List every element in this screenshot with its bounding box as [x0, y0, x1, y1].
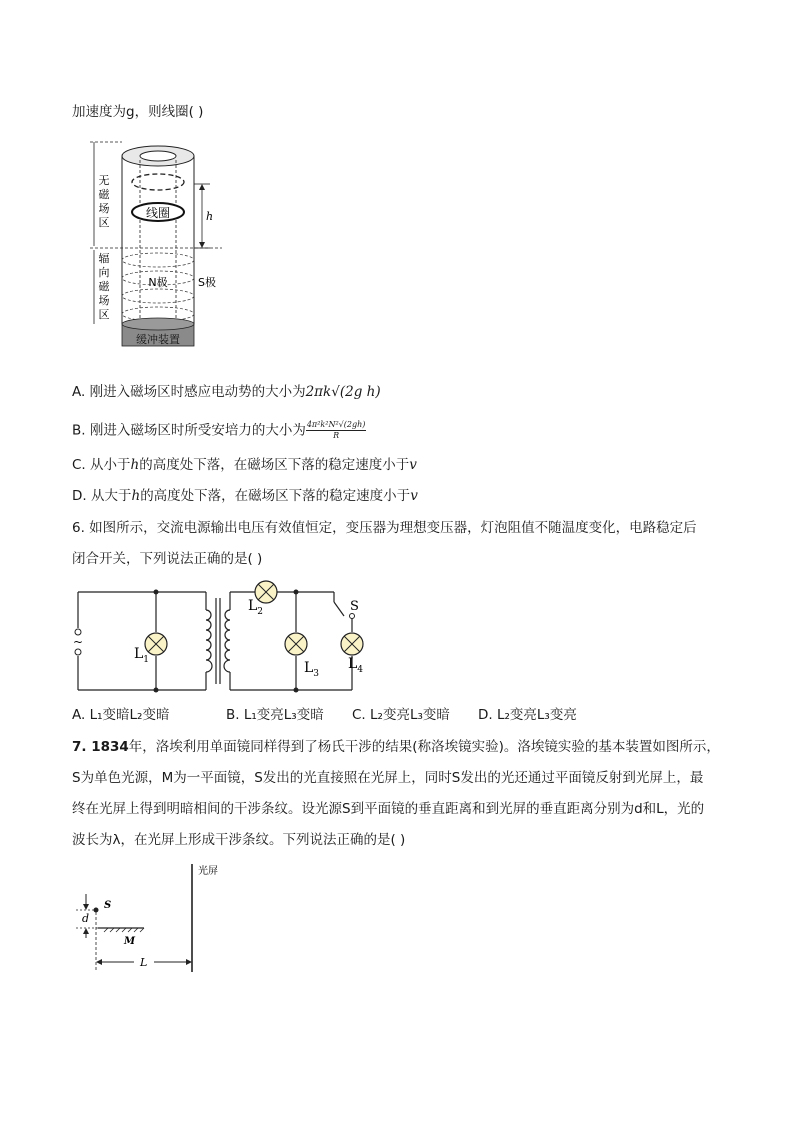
q5-option-c-var2: v	[409, 457, 417, 473]
source-point	[94, 908, 99, 913]
q5-option-d-prefix: D. 从大于	[72, 488, 132, 504]
q6-option-c: C. L₂变亮L₃变暗	[352, 707, 450, 723]
ac-source-symbol: ~	[72, 635, 84, 649]
s-pole-label: S极	[198, 276, 216, 289]
q5-intro: 加速度为g，则线圈( )	[72, 104, 204, 120]
n-pole-label: N极	[148, 276, 168, 289]
m-label: M	[124, 936, 136, 947]
q5-option-a-formula: 2πk√(2g h)	[305, 384, 381, 400]
lamp-l2-icon	[255, 581, 277, 603]
l4-label: $L_4$	[348, 656, 364, 675]
s-label: S	[104, 900, 112, 911]
q5-option-d-var2: v	[410, 488, 418, 504]
q5-option-d	[72, 486, 418, 506]
screen-label: 光屏	[198, 866, 218, 877]
q5-option-b-fraction	[306, 420, 367, 441]
q7-stem-line-1-rest: 年，洛埃利用单面镜同样得到了杨氏干涉的结果(称洛埃镜实验)。洛埃镜实验的基本装置如图所示，	[128, 739, 720, 755]
lamp-l1-icon	[145, 633, 167, 655]
no-field-char-1: 无	[98, 174, 110, 187]
circuit-figure	[72, 580, 372, 695]
magnet-tube-figure	[80, 138, 230, 354]
q5-option-a-text: A. 刚进入磁场区时感应电动势的大小为	[72, 384, 306, 400]
lloyd-mirror-figure	[74, 862, 224, 974]
radial-char-2: 向	[98, 266, 110, 279]
no-field-char-2: 磁	[98, 188, 110, 201]
radial-char-3: 磁	[98, 280, 110, 293]
q5-option-c	[72, 455, 417, 475]
l2-label: $L_2$	[248, 598, 264, 617]
q5-option-a	[72, 382, 381, 402]
q6-option-a: A. L₁变暗L₂变暗	[72, 707, 170, 723]
no-field-char-3: 场	[98, 202, 110, 215]
coil-label: 线圈	[145, 206, 171, 220]
q5-option-c-prefix: C. 从小于	[72, 457, 131, 473]
q6-option-d: D. L₂变亮L₃变亮	[478, 707, 577, 723]
q5-option-d-suffix: 的高度处下落，在磁场区下落的稳定速度小于	[140, 488, 411, 504]
buffer-label: 缓冲装置	[136, 333, 180, 346]
q5-option-b-denominator: R	[333, 431, 340, 440]
q7-stem-line-2: S为单色光源，M为一平面镜，S发出的光直接照在光屏上，同时S发出的光还通过平面镜反射到光屏上，最	[72, 770, 704, 786]
l1-label: $L_1$	[134, 646, 150, 665]
q5-option-b-numerator: 4π²k²N²√(2gh)	[306, 420, 366, 429]
q5-option-d-var: h	[131, 488, 141, 504]
q5-option-c-var: h	[130, 457, 140, 473]
radial-char-1: 辐	[98, 252, 110, 265]
d-label: d	[82, 912, 90, 925]
q6-option-b: B. L₁变亮L₃变暗	[226, 707, 324, 723]
q7-stem-line-3: 终在光屏上得到明暗相间的干涉条纹。设光源S到平面镜的垂直距离和到光屏的垂直距离分别为d和L，光的	[72, 801, 705, 817]
radial-char-5: 区	[98, 308, 110, 321]
no-field-char-4: 区	[98, 216, 110, 229]
switch-label: S	[350, 599, 359, 614]
q6-stem-line-1: 6. 如图所示，交流电源输出电压有效值恒定，变压器为理想变压器，灯泡阻值不随温度变化，电路稳定后	[72, 520, 697, 536]
l3-label: $L_3$	[304, 660, 320, 679]
q6-stem-line-2: 闭合开关，下列说法正确的是( )	[72, 551, 263, 567]
q5-option-b-text: B. 刚进入磁场区时所受安培力的大小为	[72, 422, 306, 439]
q7-stem-line-4: 波长为λ，在光屏上形成干涉条纹。下列说法正确的是( )	[72, 832, 406, 848]
q7-stem-line-1	[72, 737, 720, 757]
radial-char-4: 场	[98, 294, 110, 307]
lamp-l3-icon	[285, 633, 307, 655]
q7-number-year: 7. 1834	[72, 739, 129, 755]
q5-option-c-suffix: 的高度处下落，在磁场区下落的稳定速度小于	[139, 457, 410, 473]
lamp-l4-icon	[341, 633, 363, 655]
q5-option-b	[72, 420, 366, 441]
h-label: h	[206, 210, 214, 223]
l-distance-label: L	[140, 956, 148, 969]
q6-options	[72, 705, 632, 725]
